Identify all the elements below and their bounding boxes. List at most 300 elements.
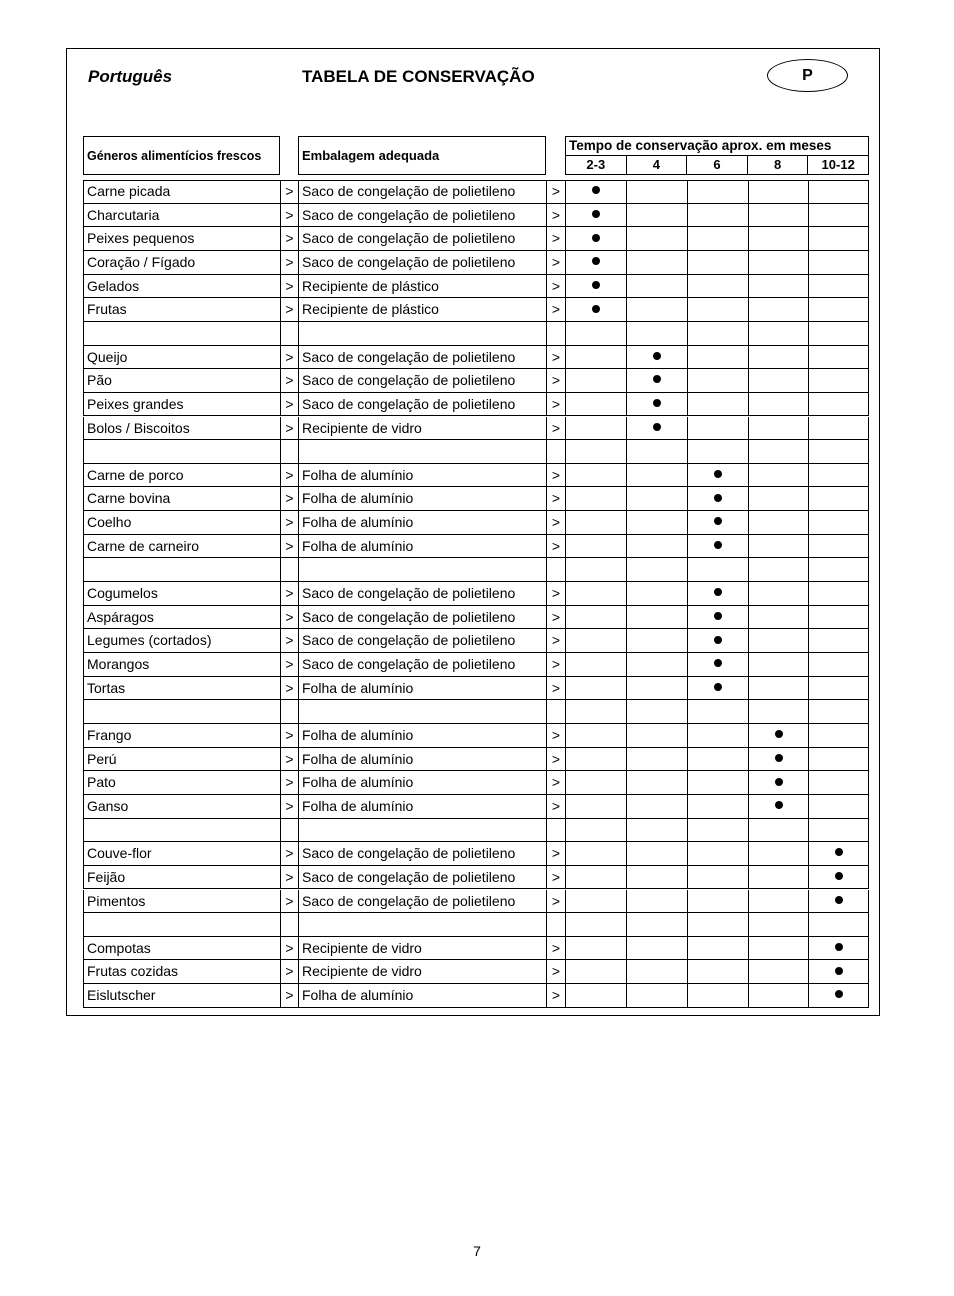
bullet-mark	[714, 470, 722, 478]
time-cell	[626, 535, 687, 559]
spacer-cell	[546, 819, 565, 843]
arrow-cell: >	[280, 984, 298, 1008]
food-cell: Perú	[83, 748, 280, 772]
time-cell	[626, 629, 687, 653]
arrow-cell: >	[280, 724, 298, 748]
time-cell	[748, 535, 809, 559]
time-cell	[626, 582, 687, 606]
food-cell: Carne bovina	[83, 487, 280, 511]
arrow-cell: >	[546, 180, 565, 204]
arrow-cell: >	[546, 748, 565, 772]
arrow-cell: >	[280, 298, 298, 322]
arrow-cell: >	[280, 890, 298, 914]
time-cell	[808, 369, 869, 393]
arrow-cell: >	[546, 629, 565, 653]
packaging-cell: Recipiente de vidro	[298, 960, 546, 984]
time-cell	[808, 322, 869, 346]
arrow-cell: >	[546, 275, 565, 299]
bullet-mark	[835, 990, 843, 998]
time-cell	[626, 487, 687, 511]
time-cell	[565, 227, 626, 251]
time-cell	[626, 913, 687, 937]
time-cell	[687, 606, 748, 630]
time-cell	[687, 771, 748, 795]
time-cell	[687, 819, 748, 843]
arrow-cell: >	[280, 393, 298, 417]
arrow-cell: >	[280, 417, 298, 441]
time-cell	[565, 677, 626, 701]
time-cell	[808, 606, 869, 630]
spacer-cell	[83, 558, 280, 582]
spacer-cell	[280, 440, 298, 464]
time-cell	[808, 582, 869, 606]
time-cell	[748, 629, 809, 653]
bullet-mark	[592, 281, 600, 289]
time-cell	[626, 511, 687, 535]
bullet-mark	[653, 352, 661, 360]
arrow-cell: >	[280, 842, 298, 866]
time-cell	[748, 464, 809, 488]
time-cell	[687, 227, 748, 251]
time-cell	[748, 393, 809, 417]
arrow-cell: >	[546, 369, 565, 393]
time-cell	[687, 464, 748, 488]
food-cell: Legumes (cortados)	[83, 629, 280, 653]
spacer-cell	[280, 913, 298, 937]
time-cell	[687, 369, 748, 393]
time-cell	[808, 937, 869, 961]
packaging-cell: Saco de congelação de polietileno	[298, 653, 546, 677]
time-cell	[687, 724, 748, 748]
time-cell	[687, 842, 748, 866]
time-cell	[626, 393, 687, 417]
bullet-mark	[835, 896, 843, 904]
arrow-cell: >	[280, 180, 298, 204]
packaging-cell: Folha de alumínio	[298, 511, 546, 535]
time-cell	[808, 417, 869, 441]
time-cell	[748, 417, 809, 441]
time-cell	[808, 511, 869, 535]
food-cell: Gelados	[83, 275, 280, 299]
time-cell	[687, 960, 748, 984]
time-cell	[565, 748, 626, 772]
arrow-cell: >	[546, 606, 565, 630]
time-cell	[748, 984, 809, 1008]
arrow-cell: >	[280, 346, 298, 370]
food-cell: Pimentos	[83, 890, 280, 914]
spacer-cell	[298, 322, 546, 346]
time-cell	[626, 606, 687, 630]
bullet-mark	[653, 423, 661, 431]
time-cell	[626, 322, 687, 346]
time-cell	[565, 275, 626, 299]
time-cell	[808, 251, 869, 275]
time-cell	[748, 724, 809, 748]
time-cell	[748, 227, 809, 251]
bullet-mark	[775, 778, 783, 786]
time-cell	[626, 984, 687, 1008]
time-cell	[748, 180, 809, 204]
food-cell: Frango	[83, 724, 280, 748]
time-cell	[748, 558, 809, 582]
time-cell	[565, 535, 626, 559]
time-col-1: 2-3	[566, 156, 627, 174]
time-cell	[565, 251, 626, 275]
time-cell	[565, 440, 626, 464]
time-cell	[687, 251, 748, 275]
time-cell	[565, 369, 626, 393]
packaging-cell: Saco de congelação de polietileno	[298, 866, 546, 890]
food-cell: Couve-flor	[83, 842, 280, 866]
time-cell	[808, 819, 869, 843]
time-cell	[748, 677, 809, 701]
packaging-cell: Saco de congelação de polietileno	[298, 606, 546, 630]
packaging-cell: Folha de alumínio	[298, 795, 546, 819]
packaging-cell: Saco de congelação de polietileno	[298, 582, 546, 606]
food-cell: Carne de carneiro	[83, 535, 280, 559]
time-cell	[565, 393, 626, 417]
time-cell	[626, 748, 687, 772]
time-cell	[808, 227, 869, 251]
time-cell	[687, 748, 748, 772]
food-cell: Feijão	[83, 866, 280, 890]
packaging-cell: Folha de alumínio	[298, 771, 546, 795]
time-cell	[808, 653, 869, 677]
arrow-cell: >	[280, 629, 298, 653]
time-cell	[748, 369, 809, 393]
arrow-cell: >	[280, 204, 298, 228]
spacer-cell	[546, 700, 565, 724]
time-cell	[626, 275, 687, 299]
arrow-cell: >	[280, 464, 298, 488]
arrow-cell: >	[280, 535, 298, 559]
time-col-3: 6	[687, 156, 748, 174]
packaging-cell: Recipiente de vidro	[298, 937, 546, 961]
time-cell	[565, 653, 626, 677]
arrow-cell: >	[546, 298, 565, 322]
time-cell	[808, 346, 869, 370]
time-cell	[687, 440, 748, 464]
packaging-cell: Saco de congelação de polietileno	[298, 227, 546, 251]
time-cell	[626, 819, 687, 843]
bullet-mark	[714, 494, 722, 502]
time-cell	[808, 180, 869, 204]
food-cell: Coelho	[83, 511, 280, 535]
time-cell	[626, 417, 687, 441]
spacer-cell	[280, 558, 298, 582]
time-col-5: 10-12	[821, 157, 855, 172]
arrow-cell: >	[280, 227, 298, 251]
arrow-cell: >	[546, 842, 565, 866]
spacer-cell	[280, 322, 298, 346]
time-cell	[565, 180, 626, 204]
food-cell: Pão	[83, 369, 280, 393]
time-cell	[565, 511, 626, 535]
time-cell	[626, 180, 687, 204]
food-cell: Coração / Fígado	[83, 251, 280, 275]
time-cell	[626, 251, 687, 275]
food-cell: Frutas cozidas	[83, 960, 280, 984]
time-cell	[748, 346, 809, 370]
header-packaging: Embalagem adequada	[298, 136, 546, 175]
time-cell	[748, 511, 809, 535]
time-cell	[808, 393, 869, 417]
time-cell	[687, 275, 748, 299]
time-cell	[565, 558, 626, 582]
bullet-mark	[714, 612, 722, 620]
packaging-cell: Folha de alumínio	[298, 984, 546, 1008]
bullet-mark	[775, 801, 783, 809]
arrow-cell: >	[546, 653, 565, 677]
packaging-cell: Saco de congelação de polietileno	[298, 180, 546, 204]
time-cell	[748, 937, 809, 961]
time-cell	[565, 960, 626, 984]
food-cell: Morangos	[83, 653, 280, 677]
arrow-cell: >	[546, 795, 565, 819]
time-cell	[565, 819, 626, 843]
spacer-cell	[298, 558, 546, 582]
packaging-cell: Saco de congelação de polietileno	[298, 251, 546, 275]
spacer-cell	[298, 913, 546, 937]
time-cell	[808, 960, 869, 984]
time-cell	[748, 913, 809, 937]
bullet-mark	[714, 517, 722, 525]
arrow-cell: >	[546, 771, 565, 795]
food-cell: Aspáragos	[83, 606, 280, 630]
time-cell	[565, 700, 626, 724]
time-cell	[626, 227, 687, 251]
time-col-2: 4	[627, 156, 688, 174]
time-cell	[565, 724, 626, 748]
time-cell	[687, 393, 748, 417]
food-cell: Carne picada	[83, 180, 280, 204]
time-cell	[687, 298, 748, 322]
time-cell	[808, 984, 869, 1008]
food-cell: Tortas	[83, 677, 280, 701]
packaging-cell: Recipiente de plástico	[298, 298, 546, 322]
arrow-cell: >	[546, 677, 565, 701]
time-cell	[808, 677, 869, 701]
bullet-mark	[835, 943, 843, 951]
time-cell	[565, 842, 626, 866]
arrow-cell: >	[280, 677, 298, 701]
time-cell	[626, 204, 687, 228]
spacer-cell	[83, 819, 280, 843]
time-cell	[626, 771, 687, 795]
arrow-cell: >	[280, 582, 298, 606]
time-cell	[565, 771, 626, 795]
bullet-mark	[714, 588, 722, 596]
spacer-cell	[83, 322, 280, 346]
packaging-cell: Folha de alumínio	[298, 724, 546, 748]
time-cell	[687, 487, 748, 511]
time-cell	[565, 487, 626, 511]
spacer-cell	[83, 913, 280, 937]
time-cell	[808, 866, 869, 890]
arrow-cell: >	[546, 937, 565, 961]
bullet-mark	[653, 399, 661, 407]
time-cell	[748, 606, 809, 630]
packaging-cell: Saco de congelação de polietileno	[298, 204, 546, 228]
time-cell	[808, 724, 869, 748]
time-cell	[748, 842, 809, 866]
food-cell: Cogumelos	[83, 582, 280, 606]
food-cell: Compotas	[83, 937, 280, 961]
time-cell	[808, 298, 869, 322]
time-cell	[687, 653, 748, 677]
food-cell: Peixes grandes	[83, 393, 280, 417]
bullet-mark	[592, 210, 600, 218]
bullet-mark	[714, 636, 722, 644]
spacer-cell	[280, 700, 298, 724]
bullet-mark	[592, 257, 600, 265]
time-cell	[626, 558, 687, 582]
food-cell: Pato	[83, 771, 280, 795]
arrow-cell: >	[280, 795, 298, 819]
bullet-mark	[714, 541, 722, 549]
food-cell: Ganso	[83, 795, 280, 819]
time-cell	[748, 653, 809, 677]
arrow-cell: >	[546, 866, 565, 890]
packaging-cell: Recipiente de vidro	[298, 417, 546, 441]
time-cell	[748, 251, 809, 275]
time-cell	[687, 629, 748, 653]
time-cell	[687, 204, 748, 228]
arrow-cell: >	[546, 464, 565, 488]
time-cell	[808, 700, 869, 724]
arrow-cell: >	[546, 227, 565, 251]
page-number: 7	[473, 1243, 481, 1259]
arrow-cell: >	[280, 748, 298, 772]
time-cell	[565, 913, 626, 937]
time-cell	[565, 890, 626, 914]
packaging-cell: Saco de congelação de polietileno	[298, 629, 546, 653]
spacer-cell	[546, 558, 565, 582]
time-cell	[687, 511, 748, 535]
time-cell	[808, 748, 869, 772]
spacer-cell	[298, 440, 546, 464]
arrow-cell: >	[280, 275, 298, 299]
time-cell	[626, 653, 687, 677]
time-cell	[687, 890, 748, 914]
time-cell	[565, 937, 626, 961]
arrow-cell: >	[280, 771, 298, 795]
time-cell	[565, 346, 626, 370]
arrow-cell: >	[546, 346, 565, 370]
time-cell	[626, 795, 687, 819]
time-cell	[626, 298, 687, 322]
time-cell	[565, 298, 626, 322]
time-cell	[626, 842, 687, 866]
page-title: TABELA DE CONSERVAÇÃO	[302, 67, 535, 86]
packaging-cell: Saco de congelação de polietileno	[298, 346, 546, 370]
arrow-cell: >	[546, 535, 565, 559]
food-cell: Bolos / Biscoitos	[83, 417, 280, 441]
language-label: Português	[88, 67, 173, 86]
header-time-title: Tempo de conservação aprox. em meses	[566, 137, 868, 156]
header-time	[565, 136, 869, 175]
food-cell: Charcutaria	[83, 204, 280, 228]
arrow-cell: >	[280, 937, 298, 961]
arrow-cell: >	[280, 606, 298, 630]
bullet-mark	[714, 659, 722, 667]
header-time-columns	[566, 156, 868, 174]
packaging-cell: Folha de alumínio	[298, 464, 546, 488]
time-cell	[808, 890, 869, 914]
arrow-cell: >	[546, 393, 565, 417]
time-cell	[748, 890, 809, 914]
time-cell	[565, 984, 626, 1008]
time-cell	[565, 417, 626, 441]
arrow-cell: >	[280, 369, 298, 393]
time-cell	[748, 204, 809, 228]
spacer-cell	[298, 819, 546, 843]
time-cell	[748, 322, 809, 346]
time-cell	[808, 535, 869, 559]
time-cell	[808, 275, 869, 299]
bullet-mark	[835, 967, 843, 975]
language-badge: P	[767, 59, 848, 92]
time-cell	[748, 487, 809, 511]
food-cell: Carne de porco	[83, 464, 280, 488]
time-cell	[808, 842, 869, 866]
time-cell	[687, 582, 748, 606]
time-cell	[565, 606, 626, 630]
packaging-cell: Folha de alumínio	[298, 487, 546, 511]
time-cell	[626, 440, 687, 464]
arrow-cell: >	[546, 204, 565, 228]
spacer-cell	[280, 819, 298, 843]
packaging-cell: Folha de alumínio	[298, 748, 546, 772]
time-cell	[748, 275, 809, 299]
time-cell	[626, 937, 687, 961]
bullet-mark	[714, 683, 722, 691]
arrow-cell: >	[546, 582, 565, 606]
time-cell	[808, 487, 869, 511]
arrow-cell: >	[546, 487, 565, 511]
time-cell	[748, 440, 809, 464]
bullet-mark	[592, 234, 600, 242]
packaging-cell: Saco de congelação de polietileno	[298, 890, 546, 914]
time-cell	[626, 677, 687, 701]
time-cell	[687, 346, 748, 370]
bullet-mark	[592, 186, 600, 194]
time-cell	[748, 866, 809, 890]
time-cell	[808, 204, 869, 228]
spacer-cell	[546, 440, 565, 464]
time-cell	[687, 795, 748, 819]
time-cell	[626, 700, 687, 724]
time-cell	[748, 819, 809, 843]
arrow-cell: >	[546, 251, 565, 275]
time-cell	[748, 298, 809, 322]
bullet-mark	[653, 375, 661, 383]
time-cell	[748, 771, 809, 795]
header-food: Géneros alimentícios frescos	[83, 136, 280, 175]
time-cell	[687, 322, 748, 346]
time-cell	[748, 960, 809, 984]
time-cell	[748, 795, 809, 819]
time-cell	[565, 322, 626, 346]
arrow-cell: >	[546, 511, 565, 535]
food-cell: Peixes pequenos	[83, 227, 280, 251]
time-cell	[565, 629, 626, 653]
time-cell	[565, 204, 626, 228]
arrow-cell: >	[280, 487, 298, 511]
food-cell: Frutas	[83, 298, 280, 322]
bullet-mark	[775, 754, 783, 762]
time-cell	[808, 771, 869, 795]
